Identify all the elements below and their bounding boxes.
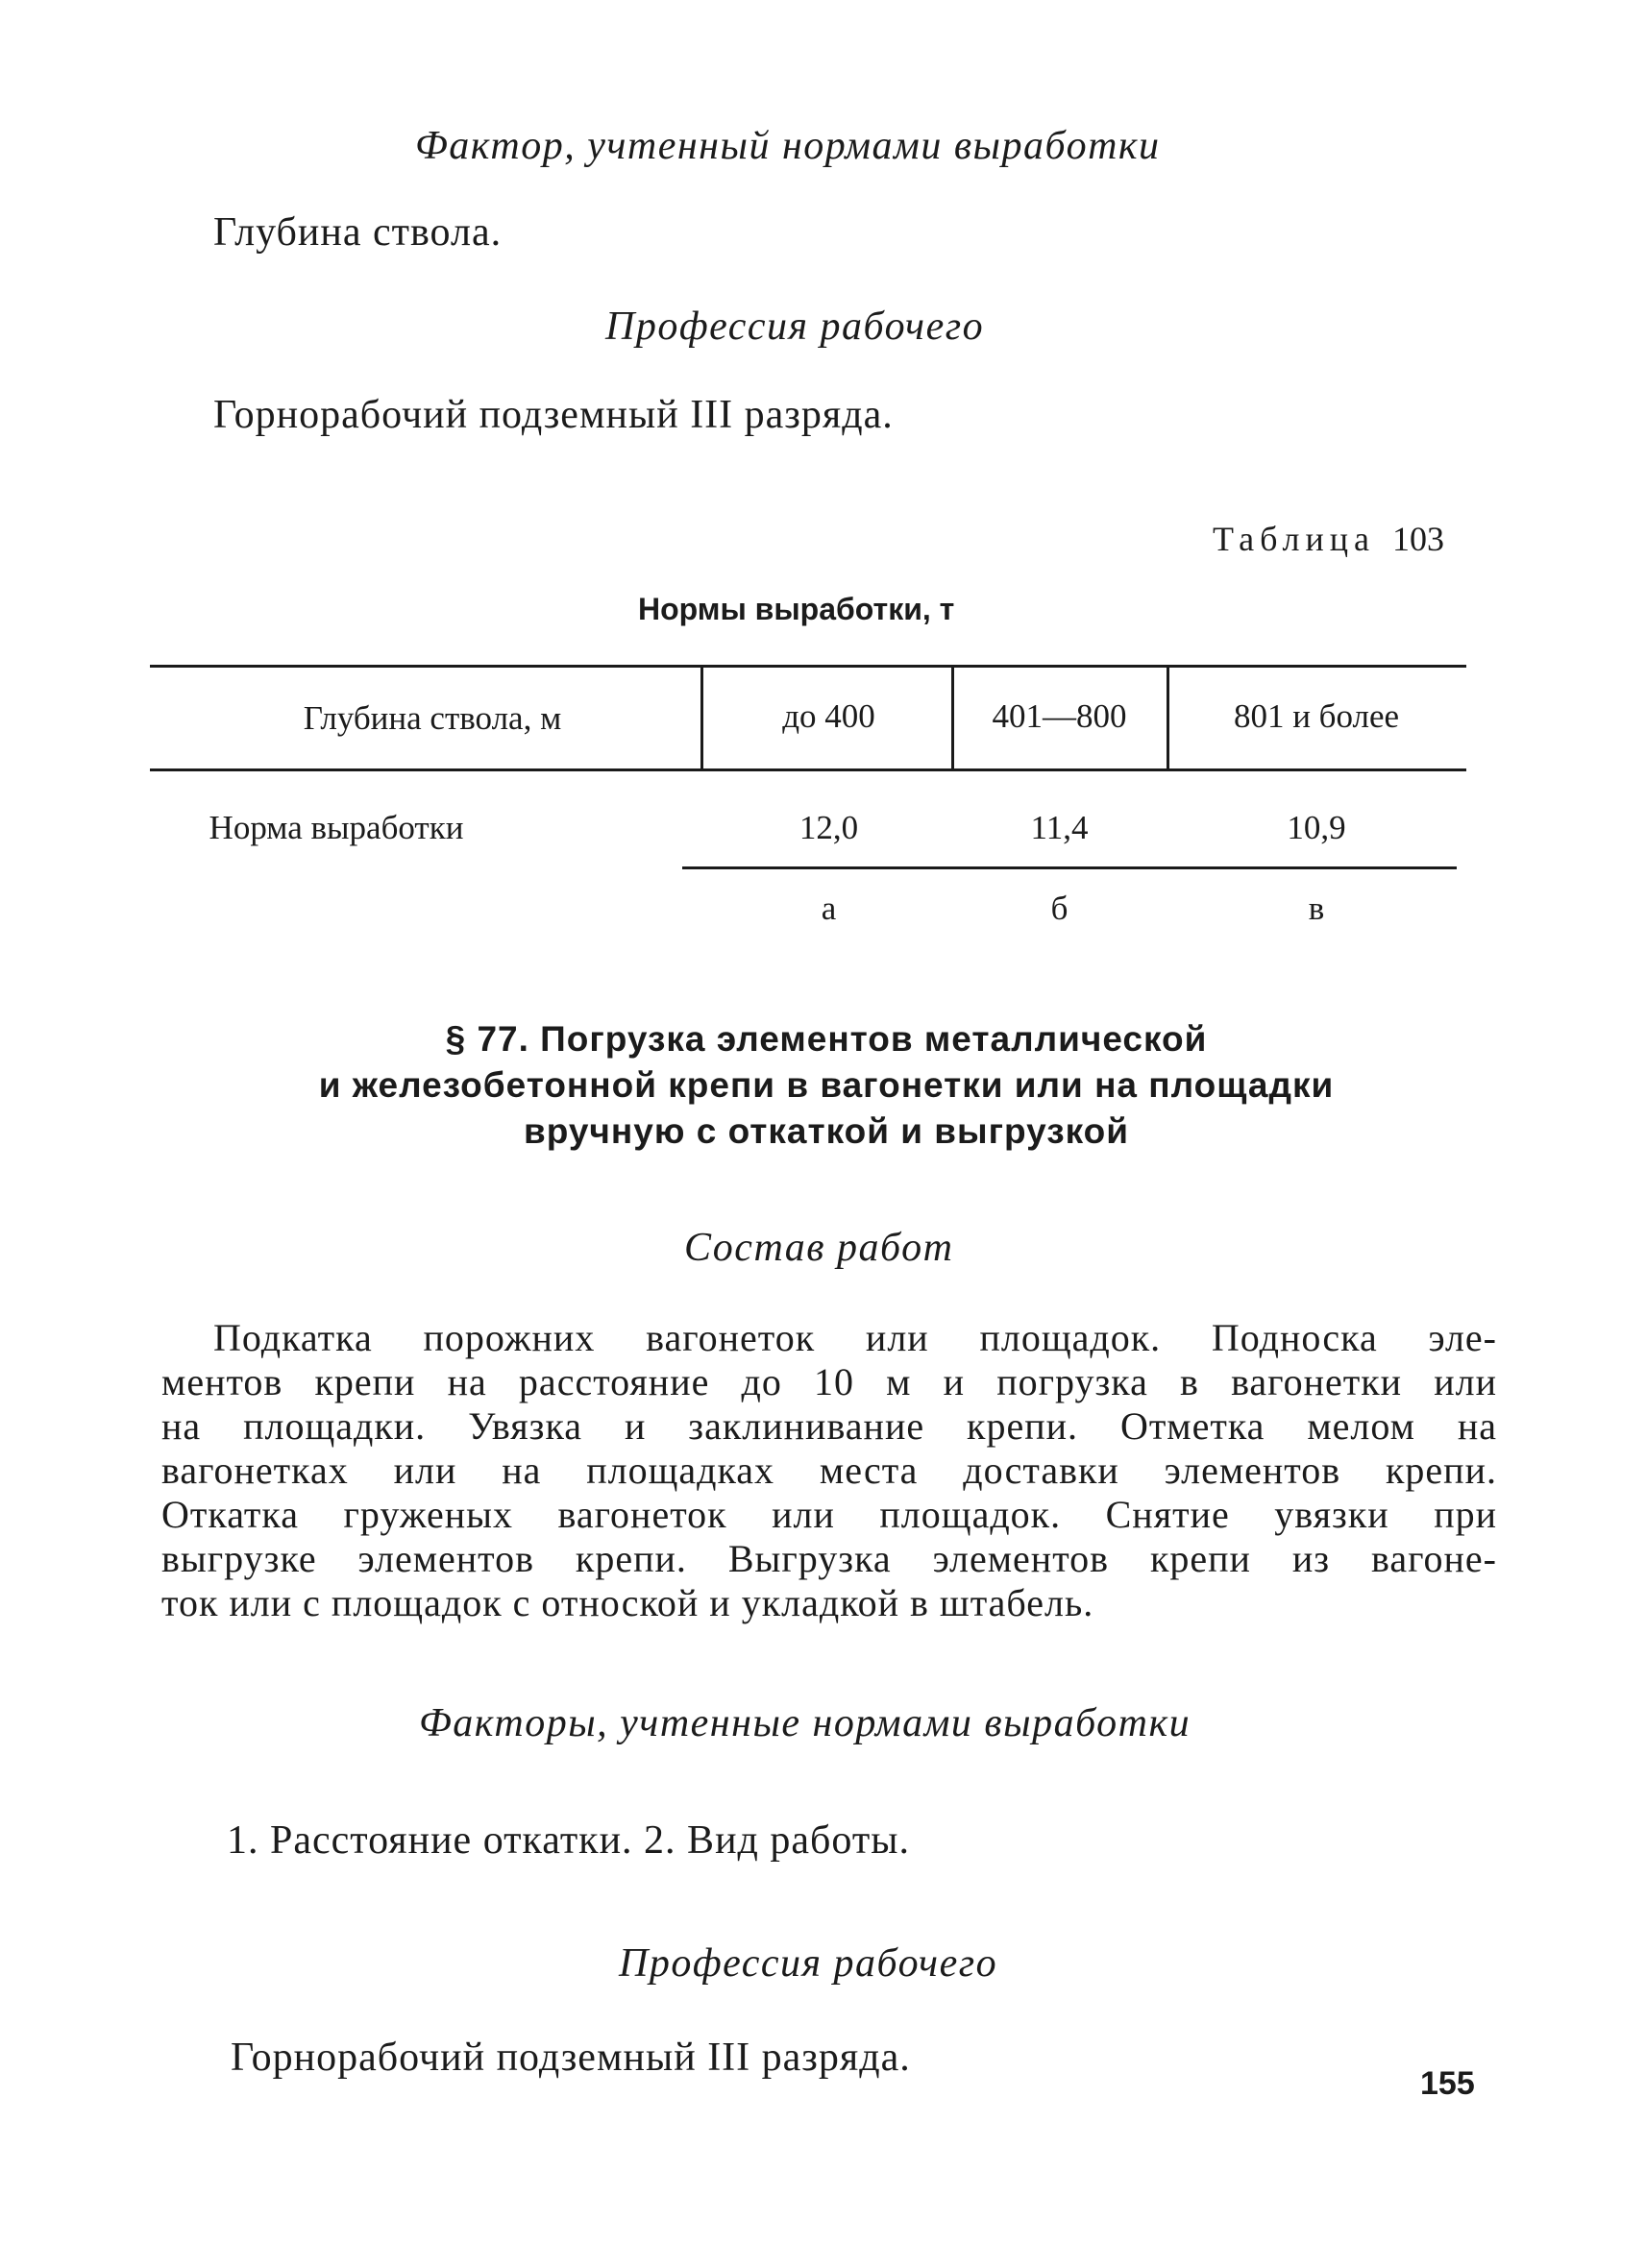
table-header-col-1: до 400 bbox=[782, 697, 875, 735]
section-title-line-3: вручную с откаткой и выгрузкой bbox=[523, 1111, 1129, 1151]
table-value-2: 11,4 bbox=[1030, 809, 1089, 846]
composition-line-7: ток или с площадок с отноской и укладкой в штабель. bbox=[161, 1581, 1094, 1624]
table-letter-3: в bbox=[1308, 890, 1325, 927]
factors-heading: Факторы, учтенные нормами выработки bbox=[419, 1701, 1192, 1745]
composition-heading: Состав работ bbox=[684, 1226, 954, 1270]
table-header-col-2: 401—800 bbox=[992, 697, 1127, 735]
table-divider-1 bbox=[700, 665, 703, 768]
section-title bbox=[173, 1016, 1480, 1155]
composition-line-4: вагонетках или на площадках места доставки элементов крепи. bbox=[161, 1449, 1497, 1492]
table-row-label: Норма выработки bbox=[209, 809, 464, 846]
composition-line-1: Подкатка порожних вагонеток или площадок. Подноска эле- bbox=[213, 1316, 1497, 1359]
table-divider-3 bbox=[1167, 665, 1169, 768]
factor-text: Глубина ствола. bbox=[213, 210, 503, 255]
profession-text: Горнорабочий подземный III разряда. bbox=[213, 393, 894, 437]
section-profession-heading: Профессия рабочего bbox=[619, 1941, 998, 1986]
page-number: 155 bbox=[1420, 2065, 1475, 2102]
section-title-line-1: § 77. Погрузка элементов металлической bbox=[445, 1019, 1208, 1059]
table-top-rule bbox=[150, 665, 1466, 668]
factors-text: 1. Расстояние откатки. 2. Вид работы. bbox=[227, 1818, 910, 1863]
composition-line-2: ментов крепи на расстояние до 10 м и погрузка в вагонетки или bbox=[161, 1360, 1497, 1403]
table-header-label: Глубина ствола, м bbox=[303, 699, 562, 737]
table-label-word: Таблица bbox=[1213, 520, 1375, 558]
table-letter-1: а bbox=[821, 890, 837, 927]
table-header-rule bbox=[150, 768, 1466, 771]
table-title: Нормы выработки, т bbox=[638, 592, 955, 626]
factor-heading: Фактор, учтенный нормами выработки bbox=[415, 124, 1161, 168]
profession-heading: Профессия рабочего bbox=[605, 305, 985, 349]
composition-line-3: на площадки. Увязка и заклинивание крепи. Отметка мелом на bbox=[161, 1404, 1497, 1448]
section-title-line-2: и железобетонной крепи в вагонетки или на площадки bbox=[318, 1065, 1335, 1105]
table-divider-2 bbox=[951, 665, 954, 768]
table-value-3: 10,9 bbox=[1287, 809, 1346, 846]
composition-paragraph bbox=[161, 1316, 1497, 1625]
table-label bbox=[1213, 519, 1444, 559]
composition-line-5: Откатка груженых вагонеток или площадок. Снятие увязки при bbox=[161, 1493, 1497, 1536]
table-number: 103 bbox=[1391, 520, 1444, 558]
table-value-1: 12,0 bbox=[798, 809, 859, 846]
table-values-rule bbox=[682, 866, 1457, 869]
table-letter-2: б bbox=[1050, 890, 1069, 927]
table-header-col-3: 801 и более bbox=[1233, 697, 1400, 735]
section-profession-text: Горнорабочий подземный III разряда. bbox=[231, 2036, 911, 2080]
composition-line-6: выгрузке элементов крепи. Выгрузка элементов крепи из вагоне- bbox=[161, 1537, 1497, 1580]
